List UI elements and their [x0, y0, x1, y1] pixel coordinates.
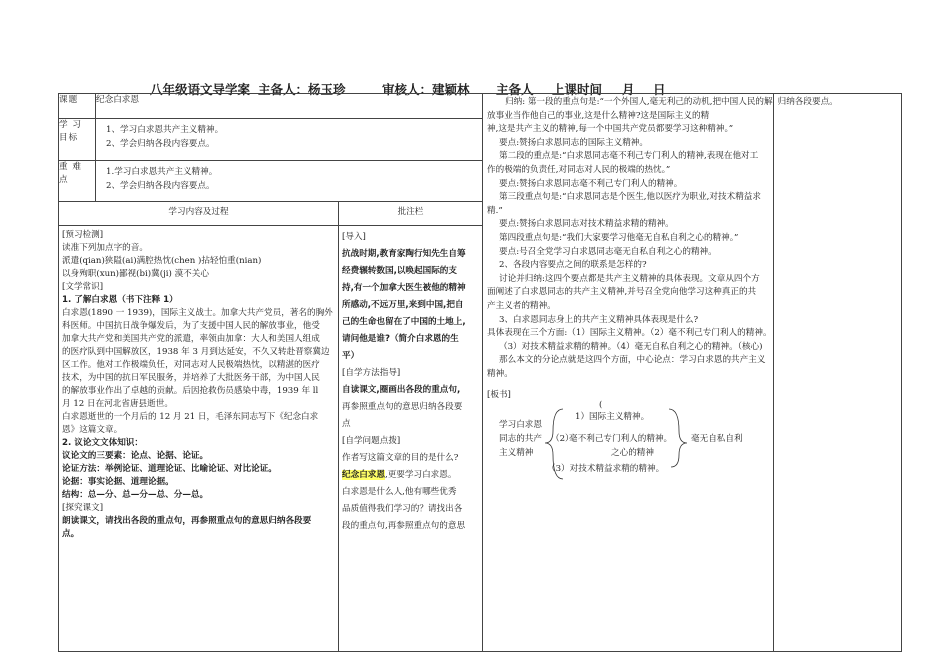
goals-cell: [96, 119, 483, 161]
content-line: 1. 了解白求恩（书下注释 1）: [62, 295, 178, 306]
lesson-plan-table: [58, 93, 902, 652]
content-line: 论据：事实论据、道理论据。: [62, 477, 174, 488]
goal-item: 1、学习白求恩共产主义精神。: [106, 125, 224, 136]
note-line: 己的生命也留在了中国的土地上,: [342, 317, 466, 328]
content-line: 的解放事业作出了卓越的贡献。后因抢救伤员感染中毒，1939 年 ll: [62, 386, 319, 397]
right-line: 面阐述了白求恩同志的共产主义精神,并号召全党向他学习这种真正的共: [487, 287, 757, 298]
content-line: [预习检测]: [62, 230, 104, 241]
goals-label: 学 习 目标: [59, 119, 96, 161]
note-line: 白求恩是什么人,他有哪些优秀: [342, 487, 457, 498]
note-line: [339, 467, 482, 484]
right-line: 作的极端的负责任,对同志对人民的极端的热忱。”: [487, 164, 671, 175]
content-line: [文学常识]: [62, 282, 104, 293]
highlight-term: 纪念白求恩: [342, 470, 385, 481]
right-line: 精.”: [487, 205, 503, 216]
content-line: 2. 议论文文体知识：: [62, 438, 143, 449]
doc-title: 八年级语文导学案: [150, 82, 251, 97]
board-subject-1: 学习白求恩: [499, 420, 542, 431]
content-line: 恩》这篇文章。: [62, 425, 123, 436]
content-line: [探究课文]: [62, 503, 104, 514]
right-line: 2、各段内容要点之间的联系是怎样的?: [499, 260, 647, 271]
content-line: 技术，为中国的抗日军民服务，并培养了大批医务干部，为中国人民: [62, 373, 320, 384]
note-line: 请问他是谁?（简介白求恩的生: [342, 334, 459, 345]
right-line: （3）对技术精益求精的精神。（4）毫无自私自利之心的精神。（核心): [499, 341, 763, 352]
note-line: 所感动,不远万里,来到中国,把自: [342, 300, 464, 311]
content-line: 的医疗队到中国解放区，1938 年 3 月到达延安，不久又转赴晋察冀边: [62, 347, 330, 358]
right-line: 要点:赞扬白求恩同志的国际主义精神。: [499, 137, 648, 148]
process-header: 学习内容及过程: [59, 202, 339, 226]
right-line: 精神。: [487, 368, 513, 379]
note-text: ,更要学习白求恩。: [384, 470, 457, 481]
preparer2: 主备人: [496, 82, 534, 97]
content-line: 朗读课文，请找出各段的重点句，再参照重点句的意思归纳各段要: [62, 516, 312, 527]
notes-content-cell: [339, 226, 483, 652]
content-line: 区工作。他对工作极端负任，对同志对人民极端热忱，以精湛的医疗: [62, 360, 320, 371]
content-line: 月 12 日在河北省唐县逝世。: [62, 399, 173, 410]
blackboard-diagram: [483, 400, 773, 483]
content-line: 白求恩(1890 一 1939)，国际主义战士。加拿大共产党员，著名的胸外: [62, 308, 333, 319]
goal-item: 2、学会归纳各段内容要点。: [106, 139, 215, 150]
note-line: 段的重点句,再参照重点句的意思: [342, 521, 466, 532]
key-item: 1.学习白求恩共产主义精神。: [106, 167, 218, 178]
note-line: 持,有一个加拿大医生被他的精神: [342, 283, 466, 294]
board-label: [板书]: [487, 390, 511, 401]
right-line: 要点:赞扬白求恩同志对技术精益求精的精神。: [499, 219, 674, 230]
note-line: 抗战时期,教育家陶行知先生自筹: [342, 249, 466, 260]
content-line: 点。: [62, 529, 80, 540]
class-time: 上课时间: [552, 82, 603, 97]
month: 月: [622, 82, 635, 97]
key-points-label: 重 难 点: [59, 161, 96, 202]
note-line: 经费辗转数国,以唤起国际的支: [342, 266, 457, 277]
board-paren: (: [599, 400, 603, 411]
note-line: 品质值得我们学习的？请找出各: [342, 504, 463, 515]
right-line: 要点:赞扬白求恩同志毫不利己专门利人的精神。: [499, 178, 683, 189]
board-item-4b: 之心的精神: [611, 448, 654, 459]
notes-header: 批注栏: [339, 202, 483, 226]
right-line: 第三段重点句是:“白求恩同志是个医生,他以医疗为职业,对技术精益求: [499, 192, 761, 203]
content-line: 以身殉职(xun)鄙视(bi)冀(ji) 漠不关心: [62, 269, 209, 280]
board-subject-2: 同志的共产: [499, 434, 542, 445]
note-line: 自读课文,圈画出各段的重点句,: [342, 385, 461, 396]
note-line: 再参照重点句的意思归纳各段要: [342, 402, 463, 413]
right-line: 产主义者的精神。: [487, 300, 556, 311]
right-line: 神,这是共产主义的精神,每一个中国共产党员都要学习这种精神。”: [487, 124, 734, 135]
note-line: 作者写这篇文章的目的是什么?: [342, 453, 459, 464]
note-line: [自学方法指导]: [342, 368, 401, 379]
day: 日: [653, 82, 666, 97]
content-line: 科医师。中国抗日战争爆发后，为了支援中国人民的解放事业，他受: [62, 321, 320, 332]
right-line: 归纳: 第一段的重点句是:“一个外国人,毫无利己的动机,把中国人民的解: [505, 97, 773, 107]
key-points-cell: [96, 161, 483, 202]
content-line: 读准下列加点字的音。: [62, 243, 148, 254]
board-item-3: （3）对技术精益求精的精神。: [547, 464, 665, 475]
content-line: 论证方法：举例论证、道理论证、比喻论证、对比论证。: [62, 464, 277, 475]
right-line: 第二段的重点是:“白求恩同志毫不利己专门利人的精神,表现在他对工: [499, 151, 759, 162]
right-content-cell: [483, 94, 774, 652]
right-line: 那么本文的分论点就是这四个方面，中心论点：学习白求恩的共产主义: [499, 355, 766, 366]
note-line: 平）: [342, 351, 360, 362]
right-line: 第四段重点句是:“我们大家要学习他毫无自私自利之心的精神。”: [499, 232, 739, 243]
content-line: 派遣(qian)狭隘(ai)满腔热忱(chen )拈轻怕重(nian): [62, 256, 262, 267]
topic-label: 课题: [59, 94, 96, 119]
board-item-2: 毫不利己专门利人的精神。: [569, 434, 673, 445]
right-line: 3、白求恩同志身上的共产主义精神具体表现是什么?: [499, 314, 699, 325]
note-line: 点: [342, 419, 351, 430]
right-line: 放事业当作他自己的事业,这是什么精神?这是国际主义的精: [487, 110, 710, 121]
board-subject-3: 主义精神: [499, 448, 534, 459]
right-line: 要点:号召全党学习白求恩同志毫无自私自利之心的精神。: [499, 246, 717, 257]
content-line: 议论文的三要素：论点、论据、论证。: [62, 451, 209, 462]
right-line: 讨论并归纳:这四个要点都是共产主义精神的具体表现。文章从四个方: [499, 273, 760, 284]
process-content-cell: [59, 226, 339, 652]
content-line: 白求恩逝世的一个月后的 12 月 21 日，毛泽东同志写下《纪念白求: [62, 412, 319, 423]
board-item-4a: 毫无自私自利: [691, 434, 743, 445]
note-line: [导入]: [342, 232, 366, 243]
margin-note-cell: [773, 94, 901, 652]
margin-note: 归纳各段要点。: [777, 97, 838, 107]
content-line: 加拿大共产党和美国共产党的派遣，率领由加拿：大人和美国人组成: [62, 334, 320, 345]
topic-value: 纪念白求恩: [96, 94, 483, 119]
right-line: 具体表现在三个方面:（1）国际主义精神。（2）毫不利己专门利人的精神。: [487, 328, 772, 339]
key-item: 2、学会归纳各段内容要点。: [106, 181, 215, 192]
board-item-1: 1）国际主义精神。: [575, 412, 650, 423]
reviewer: 审核人：建颖林: [382, 82, 470, 97]
board-item-2-num: （2）: [551, 434, 574, 445]
content-line: 结构：总—分、总—分—总、分—总。: [62, 490, 209, 501]
note-line: [自学问题点拨]: [342, 436, 401, 447]
preparer: 主备人：杨玉珍: [258, 82, 346, 97]
